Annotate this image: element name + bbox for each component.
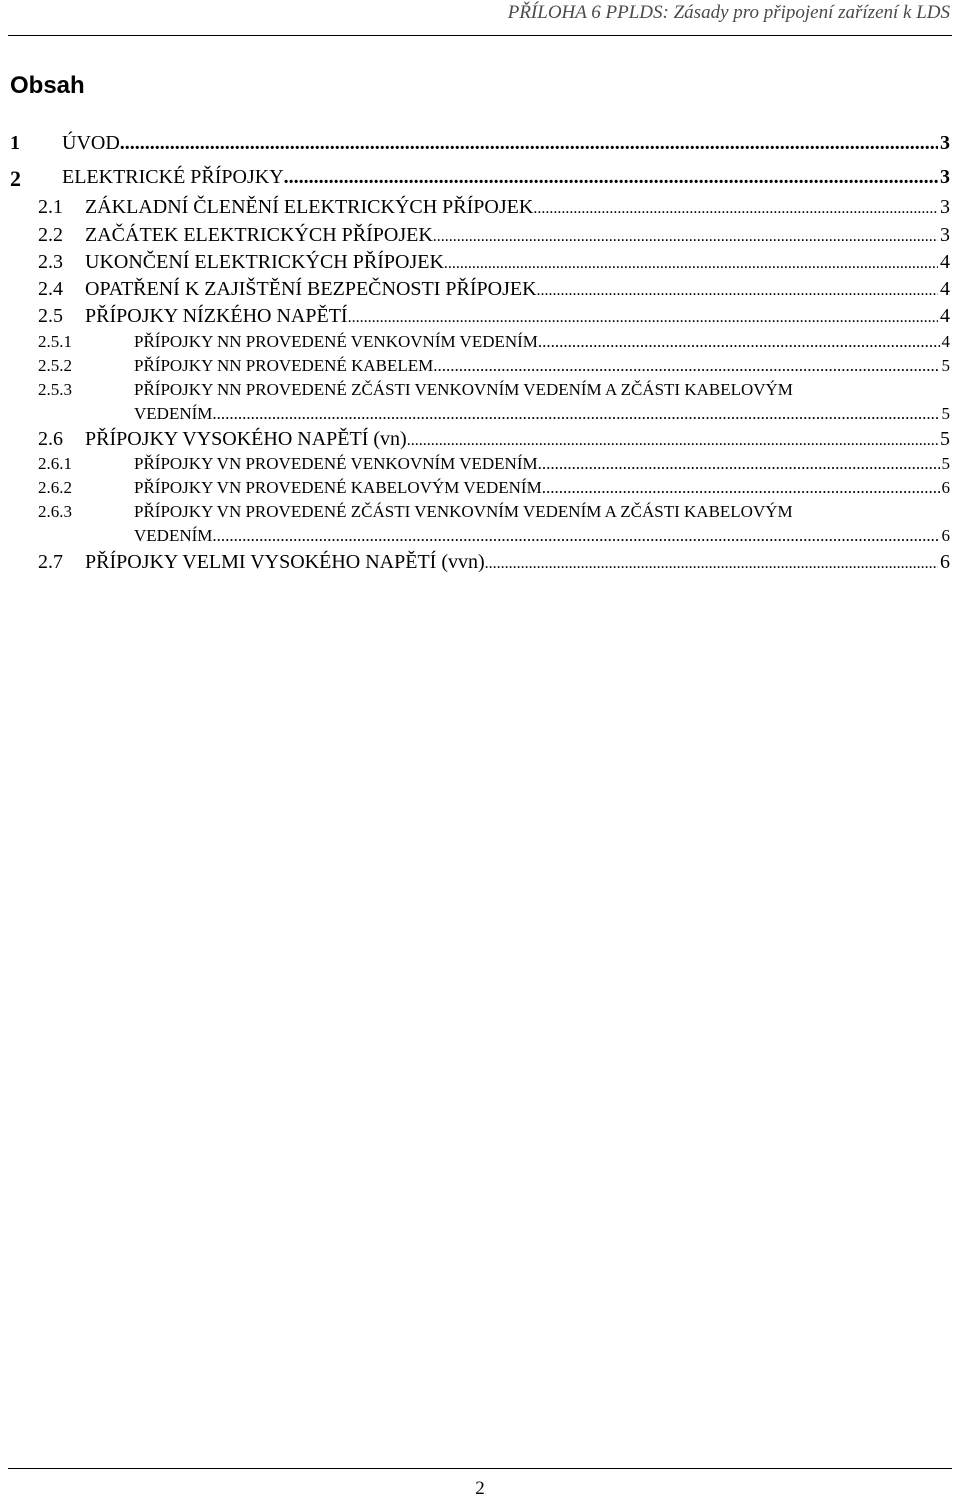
toc-entry-page: 6 <box>940 551 950 573</box>
toc-entry-2-3[interactable] <box>0 251 960 275</box>
toc-entry-title: OPATŘENÍ K ZAJIŠTĚNÍ BEZPEČNOSTI PŘÍPOJEK <box>85 278 537 300</box>
toc-entry-page: 5 <box>941 454 950 473</box>
toc-entry-2-6-2[interactable] <box>0 478 960 502</box>
toc-entry-page: 3 <box>940 166 950 188</box>
toc-entry-page: 6 <box>941 526 950 545</box>
toc-entry-page: 4 <box>940 278 950 300</box>
toc-entry-number: 2.5.2 <box>38 356 72 375</box>
toc-leader-dots <box>533 200 938 218</box>
toc-leader-dots <box>407 432 938 450</box>
toc-entry-2-6-3-continuation[interactable] <box>0 526 960 550</box>
toc-entry-number: 2.4 <box>38 278 63 300</box>
toc-entry-title: ELEKTRICKÉ PŘÍPOJKY <box>62 166 284 188</box>
toc-entry-title: PŘÍPOJKY NN PROVEDENÉ ZČÁSTI VENKOVNÍM VEDENÍM A ZČÁSTI KABELOVÝM <box>134 380 793 399</box>
toc-entry-2-4[interactable] <box>0 278 960 302</box>
toc-entry-title: PŘÍPOJKY VN PROVEDENÉ VENKOVNÍM VEDENÍM <box>134 454 538 473</box>
toc-entry-page: 5 <box>941 404 950 423</box>
toc-entry-title: PŘÍPOJKY VN PROVEDENÉ KABELOVÝM VEDENÍM <box>134 478 542 497</box>
toc-entry-title: PŘÍPOJKY VELMI VYSOKÉHO NAPĚTÍ (vvn) <box>85 551 485 573</box>
toc-entry-number: 2.6 <box>38 428 63 450</box>
toc-entry-number: 2.2 <box>38 224 63 246</box>
toc-leader-dots <box>433 228 938 246</box>
toc-entry-2-5[interactable] <box>0 305 960 329</box>
toc-entry-page: 3 <box>940 224 950 246</box>
table-of-contents <box>0 0 960 600</box>
toc-entry-title: PŘÍPOJKY NN PROVEDENÉ KABELEM <box>134 356 434 375</box>
toc-entry-2-2[interactable] <box>0 224 960 248</box>
toc-leader-dots <box>212 404 939 424</box>
toc-entry-2-6-3[interactable] <box>0 502 960 526</box>
footer-rule <box>8 1468 952 1469</box>
toc-entry-number: 2.3 <box>38 251 63 273</box>
toc-leader-dots <box>444 255 938 273</box>
toc-leader-dots <box>542 478 940 498</box>
toc-entry-page: 5 <box>940 428 950 450</box>
toc-entry-page: 3 <box>940 132 950 154</box>
toc-entry-page: 6 <box>941 478 950 497</box>
running-header: PŘÍLOHA 6 PPLDS: Zásady pro připojení zařízení k LDS <box>507 2 950 23</box>
toc-leader-dots <box>348 309 938 327</box>
toc-entry-title: ZAČÁTEK ELEKTRICKÝCH PŘÍPOJEK <box>85 224 433 246</box>
toc-entry-number: 2.7 <box>38 551 63 573</box>
toc-entry-page: 4 <box>940 305 950 327</box>
toc-entry-title: PŘÍPOJKY NN PROVEDENÉ VENKOVNÍM VEDENÍM <box>134 332 538 351</box>
page-number: 2 <box>475 1478 485 1499</box>
toc-entry-page: 4 <box>940 251 950 273</box>
toc-entry-title: UKONČENÍ ELEKTRICKÝCH PŘÍPOJEK <box>85 251 444 273</box>
toc-leader-dots <box>212 526 939 546</box>
toc-entry-page: 5 <box>941 356 950 375</box>
toc-title: Obsah <box>10 72 85 99</box>
toc-entry-2-6[interactable] <box>0 428 960 452</box>
toc-entry-2-5-3-continuation[interactable] <box>0 404 960 428</box>
toc-leader-dots <box>538 454 940 474</box>
toc-entry-number: 2.5 <box>38 305 63 327</box>
toc-entry-2-5-1[interactable] <box>0 332 960 356</box>
toc-entry-2-1[interactable] <box>0 196 960 220</box>
toc-entry-2-7[interactable] <box>0 551 960 575</box>
toc-leader-dots <box>538 332 940 352</box>
toc-entry-2-5-2[interactable] <box>0 356 960 380</box>
toc-leader-dots <box>537 282 938 300</box>
toc-entry-title: ÚVOD <box>62 132 120 154</box>
toc-entry-number: 1 <box>10 132 20 154</box>
toc-entry-title: ZÁKLADNÍ ČLENĚNÍ ELEKTRICKÝCH PŘÍPOJEK <box>85 196 534 218</box>
toc-entry-1[interactable] <box>0 132 960 156</box>
toc-entry-number: 2.6.2 <box>38 478 72 497</box>
toc-leader-dots <box>284 166 938 189</box>
toc-entry-number: 2.5.3 <box>38 380 72 399</box>
toc-entry-number: 2 <box>10 166 21 191</box>
toc-entry-2-6-1[interactable] <box>0 454 960 478</box>
toc-entry-number: 2.6.3 <box>38 502 72 521</box>
toc-leader-dots <box>485 555 938 573</box>
toc-entry-number: 2.5.1 <box>38 332 72 351</box>
toc-leader-dots <box>120 132 938 155</box>
toc-entry-title: PŘÍPOJKY VN PROVEDENÉ ZČÁSTI VENKOVNÍM VEDENÍM A ZČÁSTI KABELOVÝM <box>134 502 793 521</box>
toc-entry-page: 3 <box>940 196 950 218</box>
toc-entry-title: PŘÍPOJKY NÍZKÉHO NAPĚTÍ <box>85 305 348 327</box>
toc-entry-2[interactable] <box>0 166 960 190</box>
toc-entry-number: 2.6.1 <box>38 454 72 473</box>
toc-entry-page: 4 <box>941 332 950 351</box>
toc-leader-dots <box>433 356 939 376</box>
toc-entry-title-continuation: VEDENÍM <box>134 404 213 423</box>
toc-entry-title-continuation: VEDENÍM <box>134 526 213 545</box>
toc-entry-2-5-3[interactable] <box>0 380 960 404</box>
toc-entry-title: PŘÍPOJKY VYSOKÉHO NAPĚTÍ (vn) <box>85 428 407 450</box>
toc-entry-number: 2.1 <box>38 196 63 218</box>
